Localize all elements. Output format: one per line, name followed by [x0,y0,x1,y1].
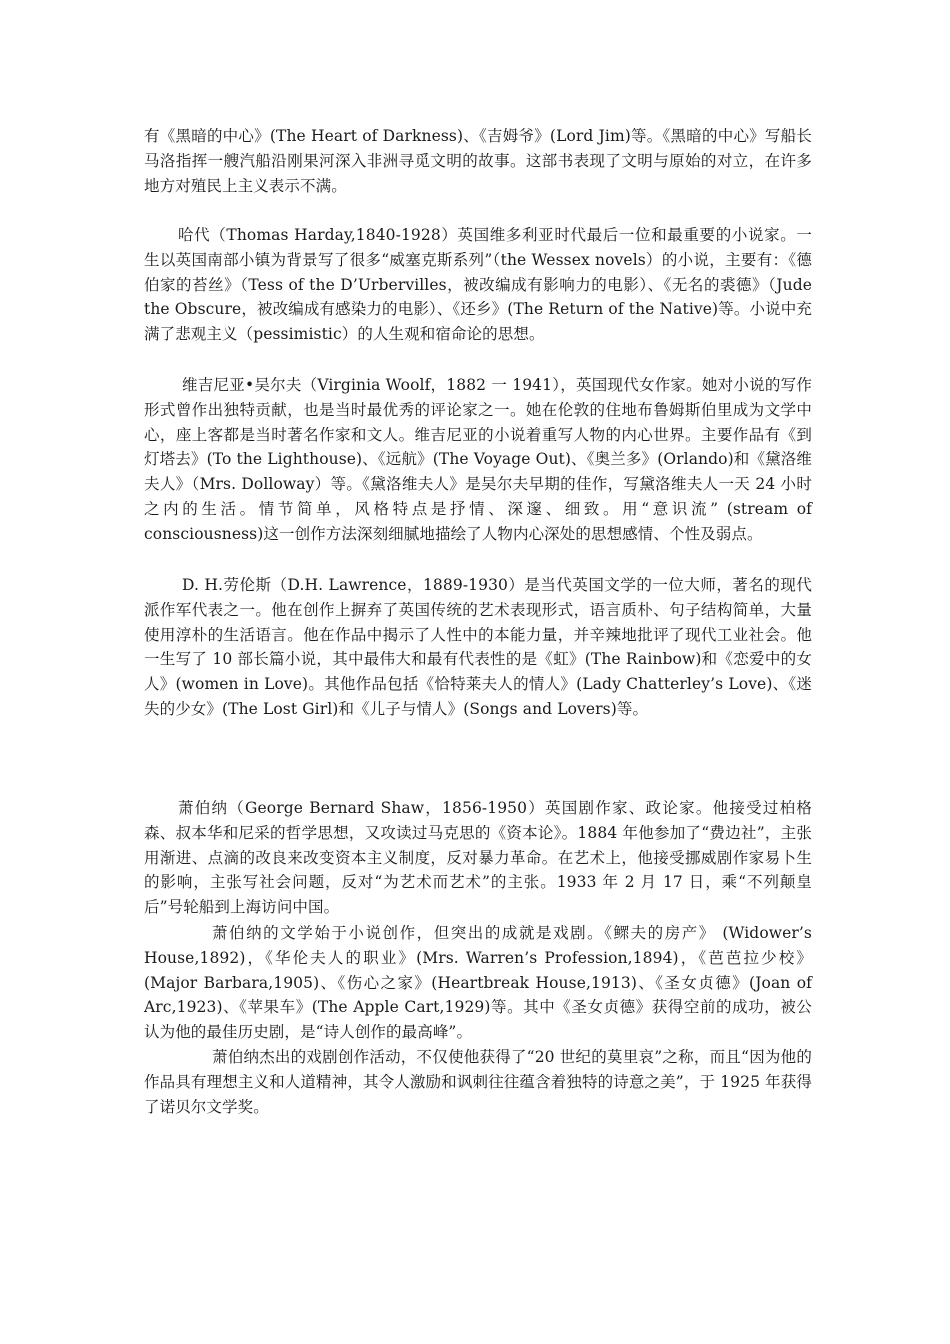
paragraph-conrad-works: 有《黑暗的中心》(The Heart of Darkness)、《吉姆爷》(Lord Jim)等。《黑暗的中心》写船长马洛指挥一艘汽船沿刚果河深入非洲寻觅文明的故事。这部书表现了文明与原始的对立，在许多地方对殖民上主义表示不满。 [144,127,812,195]
paragraph-shaw-nobel: 萧伯纳杰出的戏剧创作活动，不仅使他获得了“20 世纪的莫里哀”之称，而且“因为他的作品具有理想主义和人道精神，其令人激励和讽刺往往蕴含着独特的诗意之美”，于 1925 年获得了诺贝尔文学奖。 [144,1048,812,1116]
paragraph-hardy: 哈代（Thomas Harday,1840-1928）英国维多利亚时代最后一位和最重要的小说家。一生以英国南部小镇为背景写了很多“威塞克斯系列”（the Wessex novels）的小说，主要有：《德伯家的苔丝》（Tess of the D’Urbervilles，被改编成有影响力的电影）、《无名的裘德》（Jude the Obscure，被改编成有感染力的电影）、《还乡》(The Return of the Native)等。小说中充满了悲观主义（pessimistic）的人生观和宿命论的思想。 [144,226,812,344]
paragraph-woolf: 维吉尼亚•吴尔夫（Virginia Woolf，1882 一 1941），英国现代女作家。她对小说的写作形式曾作出独特贡献，也是当时最优秀的评论家之一。她在伦敦的住地布鲁姆斯伯里成为文学中心，座上客都是当时著名作家和文人。维吉尼亚的小说着重写人物的内心世界。主要作品有《到灯塔去》(To the Lighthouse)、《远航》(The Voyage Out)、《奥兰多》(Orlando)和《黛洛维夫人》（Mrs. Dolloway）等。《黛洛维夫人》是吴尔夫早期的佳作，写黛洛维夫人一天 24 小时之内的生活。情节简单，风格特点是抒情、深邃、细致。用“意识流” (stream of consciousness)这一创作方法深刻细腻地描绘了人物内心深处的思想感情、个性及弱点。 [144,376,812,543]
paragraph-shaw-works: 萧伯纳的文学始于小说创作，但突出的成就是戏剧。《鳏夫的房产》 (Widower’s House,1892)，《华伦夫人的职业》(Mrs. Warren’s Profession,1894)，《芭芭拉少校》(Major Barbara,1905)、《伤心之家》(Heartbreak House,1913)、《圣女贞德》(Joan of Arc,1923)、《苹果车》(The Apple Cart,1929)等。其中《圣女贞德》获得空前的成功，被公认为他的最佳历史剧，是“诗人创作的最高峰”。 [144,924,812,1042]
paragraph-shaw-bio: 萧伯纳（George Bernard Shaw，1856-1950）英国剧作家、政论家。他接受过柏格森、叔本华和尼采的哲学思想，又攻读过马克思的《资本论》。1884 年他参加了“费边社”，主张用渐进、点滴的改良来改变资本主义制度，反对暴力革命。在艺术上，他接受挪威剧作家易卜生的影响，主张写社会问题，反对“为艺术而艺术”的主张。1933 年 2 月 17 日，乘“不列颠皇后”号轮船到上海访问中国。 [144,799,812,917]
paragraph-lawrence: D. H.劳伦斯（D.H. Lawrence，1889-1930）是当代英国文学的一位大师，著名的现代派作军代表之一。他在创作上摒弃了英国传统的艺术表现形式，语言质朴、句子结构简单，大量使用淳朴的生活语言。他在作品中揭示了人性中的本能力量，并辛辣地批评了现代工业社会。他一生写了 10 部长篇小说，其中最伟大和最有代表性的是《虹》(The Rainbow)和《恋爱中的女人》(women in Love)。其他作品包括《恰特莱夫人的情人》(Lady Chatterley’s Love)、《迷失的少女》(The Lost Girl)和《儿子与情人》(Songs and Lovers)等。 [144,576,812,718]
